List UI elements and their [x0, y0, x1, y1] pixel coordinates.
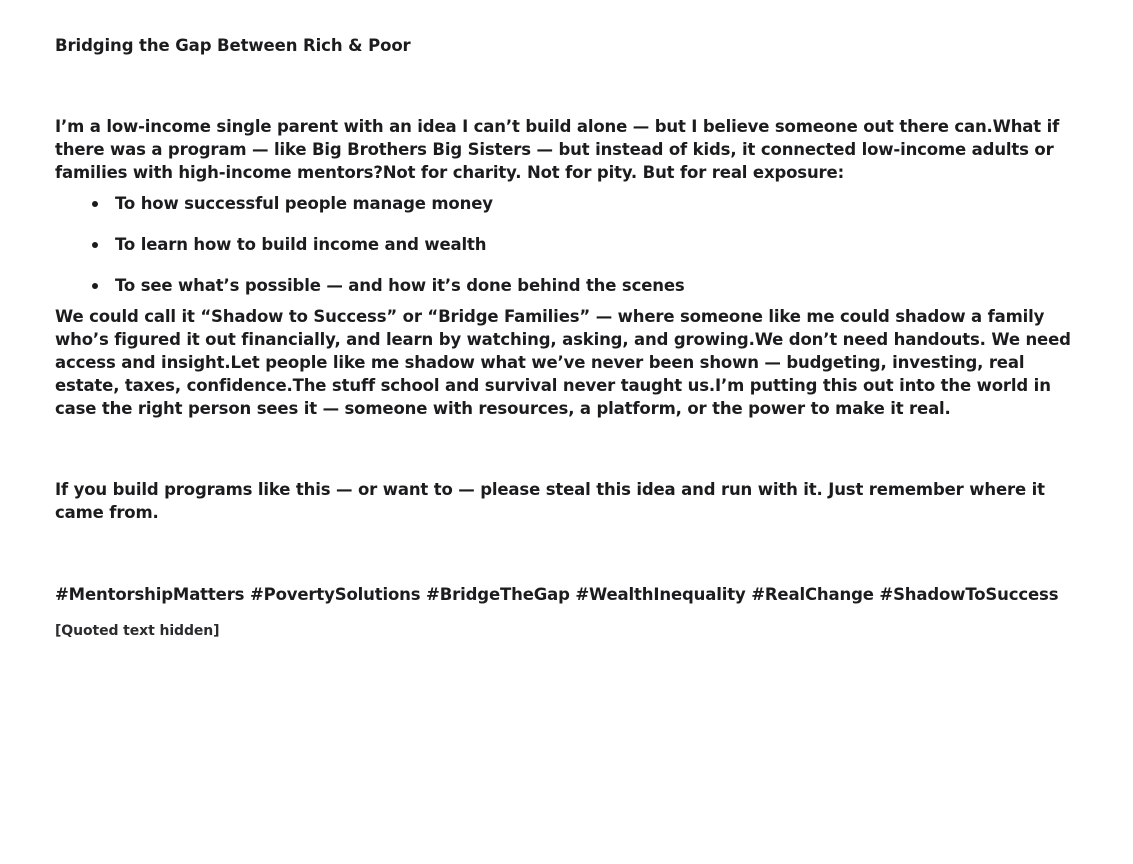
- bullet-icon: [92, 242, 98, 248]
- list-item-text: To how successful people manage money: [115, 194, 493, 213]
- paragraph-proposal: We could call it “Shadow to Success” or “Bridge Families” — where someone like me could shadow a family who’s figured it out financially, and learn by watching, asking, and growing.We don’t need handouts. We need access and insight.Let people like me shadow what we’ve never been shown — budgeting, investing, real estate, taxes, confidence.The stuff school and survival never taught us.I’m putting this out into the world in case the right person sees it — someone with resources, a platform, or the power to make it real.: [55, 307, 1071, 418]
- bullet-list: [55, 192, 1085, 297]
- list-item: [55, 274, 1085, 297]
- email-body: [55, 34, 1085, 641]
- quoted-text-toggle[interactable]: [Quoted text hidden]: [55, 623, 220, 639]
- bullet-icon: [92, 283, 98, 289]
- list-item: [55, 192, 1085, 215]
- paragraph-call-to-action: If you build programs like this — or want to — please steal this idea and run with it. Just remember where it came from.: [55, 480, 1045, 522]
- list-item-text: To learn how to build income and wealth: [115, 235, 487, 254]
- list-item-text: To see what’s possible — and how it’s done behind the scenes: [115, 276, 685, 295]
- paragraph-intro: I’m a low-income single parent with an idea I can’t build alone — but I believe someone out there can.What if there was a program — like Big Brothers Big Sisters — but instead of kids, it connected low-income adults or families with high-income mentors?Not for charity. Not for pity. But for real exposure:: [55, 117, 1060, 182]
- list-item: [55, 233, 1085, 256]
- bullet-icon: [92, 201, 98, 207]
- hashtags: #MentorshipMatters #PovertySolutions #BridgeTheGap #WealthInequality #RealChange #ShadowToSuccess: [55, 585, 1059, 604]
- email-subject: Bridging the Gap Between Rich & Poor: [55, 36, 411, 55]
